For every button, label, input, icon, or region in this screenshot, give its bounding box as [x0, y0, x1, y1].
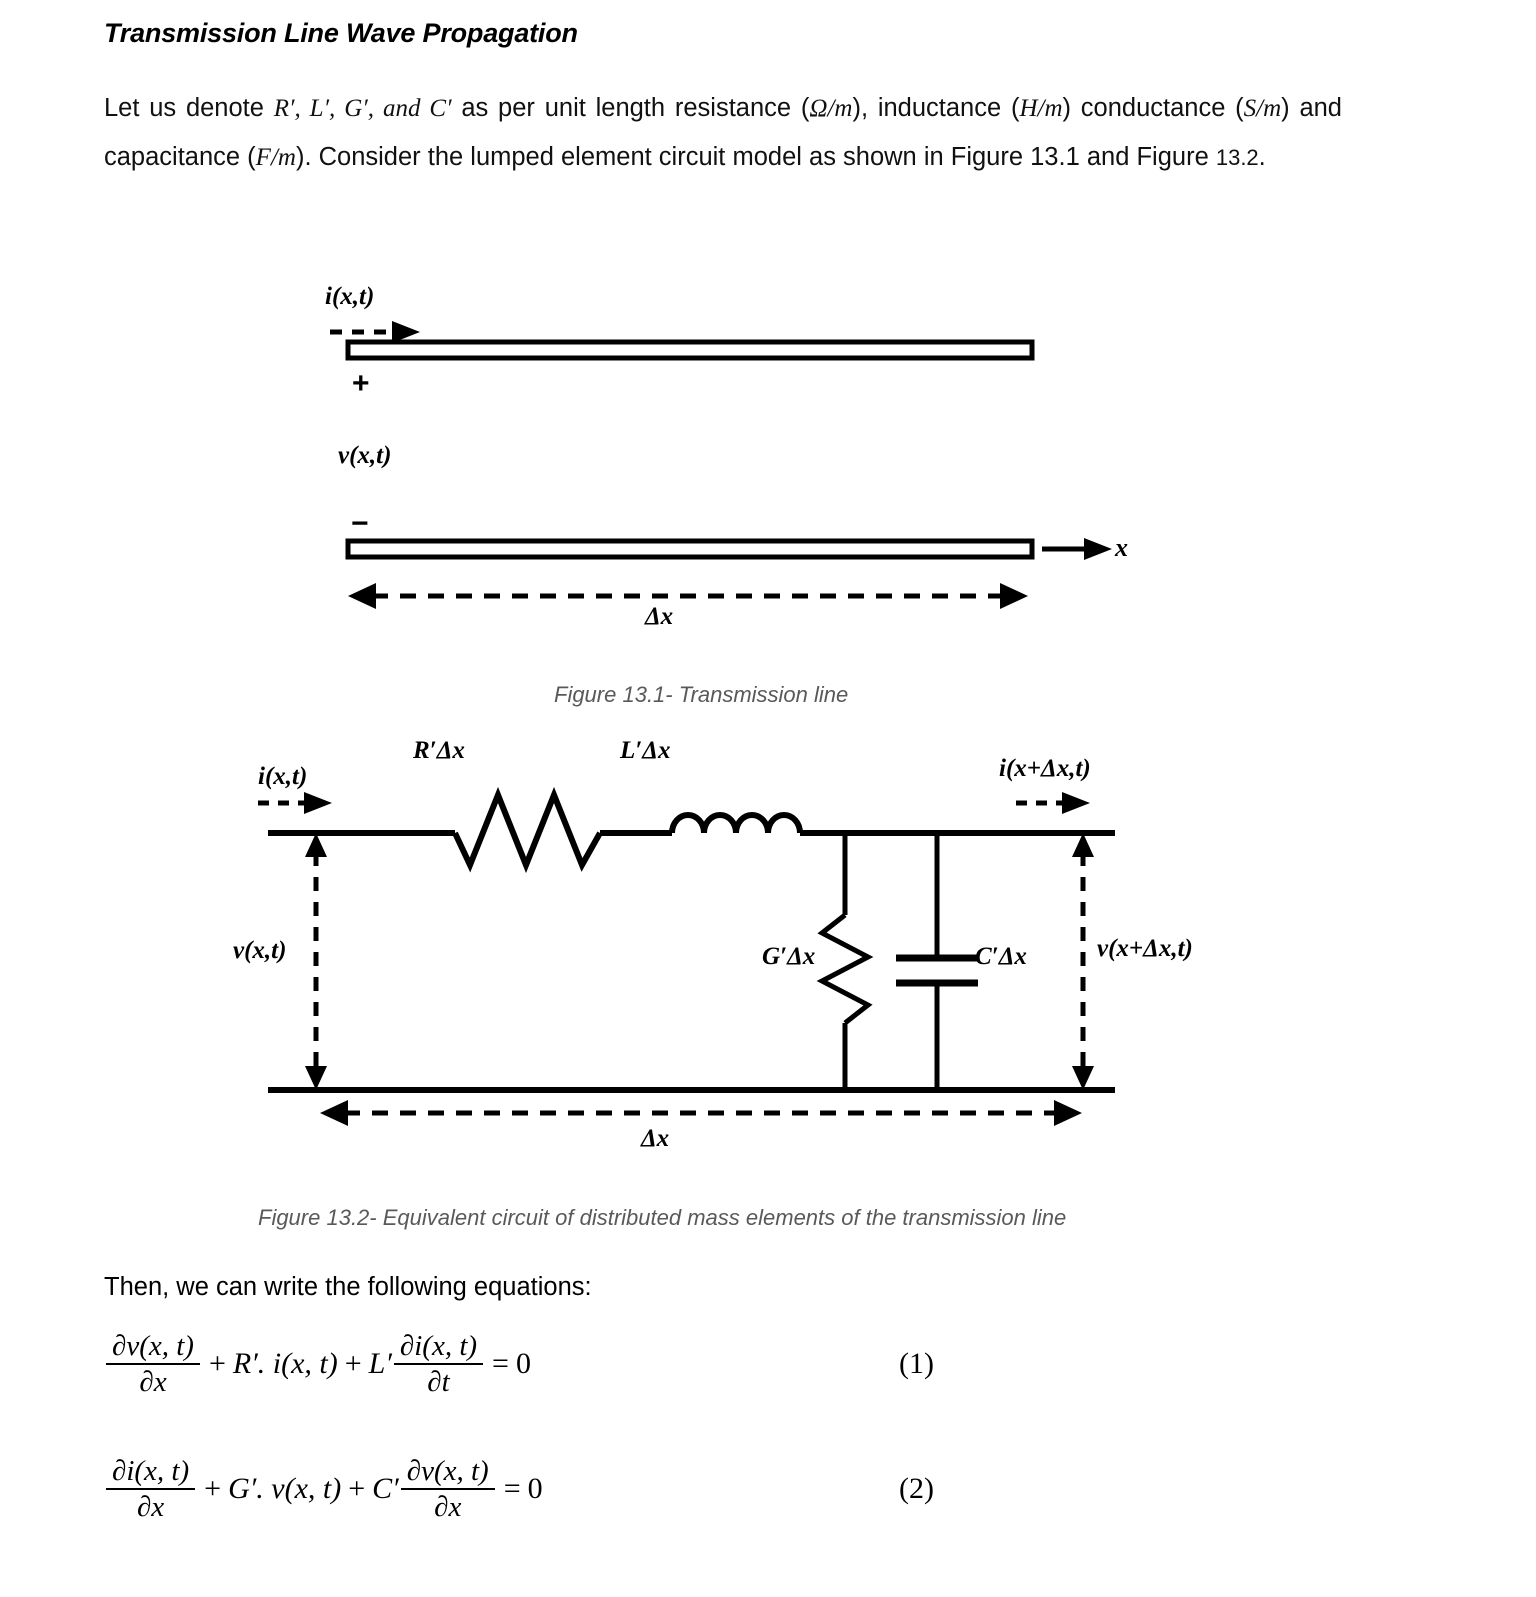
equation-1-equals: = — [492, 1347, 509, 1381]
unit-siemens-per-meter: S/m — [1243, 95, 1282, 122]
paragraph-seg-7: . — [1258, 143, 1266, 171]
figure-13-2-caption: Figure 13.2- Equivalent circuit of distributed mass elements of the transmission line — [258, 1205, 1067, 1230]
equation-1-term-1: R′. i(x, t) — [232, 1347, 338, 1381]
top-conductor — [348, 342, 1032, 358]
equation-2-numerator-2: ∂v(x, t) — [406, 1455, 489, 1487]
equation-1-numerator-2: ∂i(x, t) — [399, 1330, 478, 1362]
figure-13-1 — [0, 255, 1536, 655]
figure2-label-resistor: R′Δx — [413, 737, 465, 764]
fraction-bar — [394, 1363, 483, 1365]
voltage-in-arrow — [305, 833, 327, 1090]
figure2-label-voltage-out: v(x+Δx,t) — [1097, 935, 1193, 962]
figure2-label-capacitance: C′Δx — [975, 943, 1027, 970]
figure-13-1-drawing — [0, 255, 1536, 655]
equation-2-equals: = — [503, 1472, 521, 1506]
equation-2 — [104, 1455, 934, 1524]
equation-1-operator-2: + — [344, 1347, 362, 1381]
figure-reference-13-2: 13.2 — [1215, 145, 1259, 170]
figure1-label-voltage: v(x,t) — [338, 442, 392, 469]
paragraph-seg-2: as per unit length resistance ( — [451, 94, 810, 122]
figure1-label-minus: − — [351, 507, 369, 540]
equation-2-fraction-2 — [401, 1455, 495, 1524]
figure-13-2 — [0, 737, 1536, 1175]
unit-henry-per-meter: H/m — [1019, 95, 1063, 122]
figure1-label-x-axis: x — [1115, 533, 1128, 562]
equation-1-coefficient: L′ — [368, 1347, 392, 1381]
fraction-bar — [106, 1488, 195, 1490]
unit-farad-per-meter: F/m — [255, 144, 296, 171]
resistor-symbol — [455, 795, 600, 865]
equation-1-number: (1) — [899, 1347, 934, 1381]
equation-1 — [104, 1330, 934, 1399]
intro-paragraph — [104, 84, 1342, 182]
voltage-out-arrow — [1072, 833, 1094, 1090]
equation-1-fraction-2 — [394, 1330, 483, 1399]
paragraph-seg-6: ). Consider the lumped element circuit model as shown in Figure 13.1 and Figure — [295, 143, 1216, 171]
figure2-label-voltage-in: v(x,t) — [233, 937, 287, 964]
paragraph-variables: R′, L′, G′, and C′ — [273, 95, 452, 122]
inductor-symbol — [672, 815, 800, 833]
figure1-label-delta-x: Δx — [645, 603, 674, 630]
equation-2-numerator-1: ∂i(x, t) — [112, 1455, 190, 1487]
then-we-can-write-line: Then, we can write the following equations: — [104, 1273, 592, 1301]
fraction-bar — [401, 1488, 495, 1490]
figure2-label-current-out: i(x+Δx,t) — [999, 755, 1091, 782]
figure2-label-delta-x: Δx — [641, 1125, 670, 1152]
equation-2-coefficient: C′ — [372, 1472, 399, 1506]
equation-1-denominator-1: ∂x — [139, 1366, 167, 1399]
delta-x-dimension-arrow — [320, 1100, 1082, 1126]
figure2-label-inductor: L′Δx — [620, 737, 671, 764]
equation-2-operator-1: + — [204, 1472, 222, 1506]
current-in-arrow — [258, 792, 332, 814]
equation-1-operator-1: + — [208, 1347, 226, 1381]
equation-1-rhs: 0 — [515, 1347, 531, 1381]
equation-2-fraction-1 — [106, 1455, 195, 1524]
equation-2-rhs: 0 — [527, 1472, 543, 1506]
current-out-arrow — [1016, 792, 1090, 814]
paragraph-seg-3: ), inductance ( — [852, 94, 1020, 122]
paragraph-seg-5: ) and capacitance ( — [104, 94, 1342, 171]
figure-13-1-caption: Figure 13.1- Transmission line — [554, 682, 849, 707]
conductance-branch — [822, 833, 868, 1090]
x-axis-arrow — [1042, 538, 1112, 560]
equation-1-fraction-1 — [106, 1330, 200, 1399]
equation-2-operator-2: + — [348, 1472, 366, 1506]
equation-1-numerator-1: ∂v(x, t) — [112, 1330, 194, 1362]
figure1-label-plus: + — [352, 367, 370, 400]
paragraph-seg-1: Let us denote — [104, 94, 274, 122]
equation-2-denominator-2: ∂x — [434, 1491, 462, 1524]
delta-x-dimension-arrow — [348, 583, 1028, 609]
equation-2-denominator-1: ∂x — [136, 1491, 165, 1524]
paragraph-seg-4: ) conductance ( — [1062, 94, 1244, 122]
figure2-label-current-in: i(x,t) — [258, 763, 308, 790]
bottom-conductor — [348, 541, 1032, 557]
page-title: Transmission Line Wave Propagation — [104, 18, 578, 48]
equation-1-denominator-2: ∂t — [427, 1366, 450, 1399]
figure1-label-current: i(x,t) — [325, 283, 375, 310]
equation-2-term-1: G′. v(x, t) — [228, 1472, 342, 1506]
equation-2-number: (2) — [899, 1472, 934, 1506]
unit-ohm-per-meter: Ω/m — [809, 95, 853, 122]
capacitance-branch — [896, 833, 978, 1090]
figure2-label-conductance: G′Δx — [762, 943, 816, 970]
fraction-bar — [106, 1363, 200, 1365]
